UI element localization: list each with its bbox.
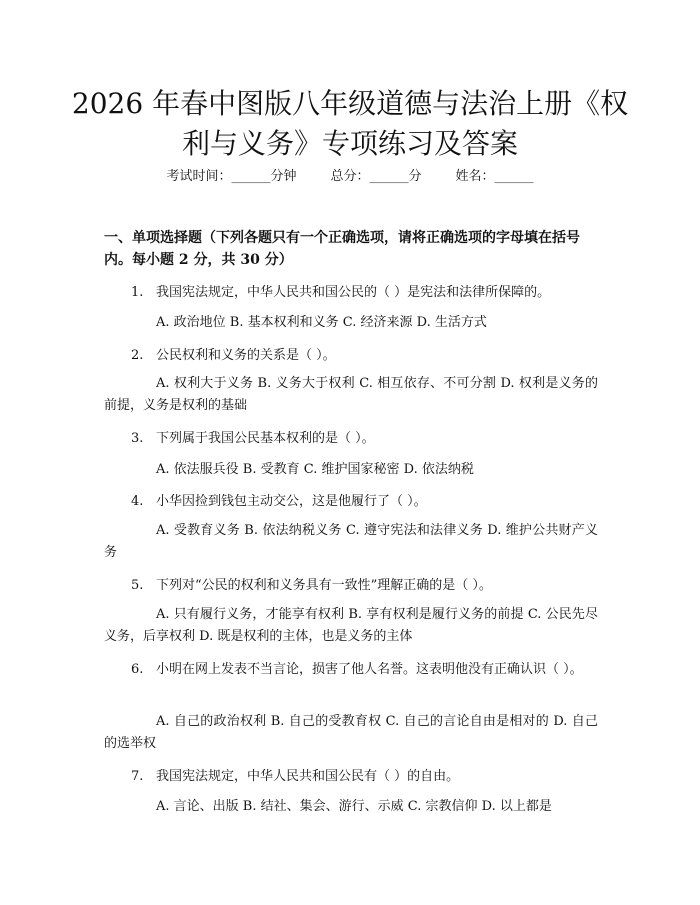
exam-meta (0, 168, 700, 186)
question-stem: 我国宪法规定，中华人民共和国公民有（ ）的自由。 (156, 769, 460, 784)
question-options: A. 自己的政治权利 B. 自己的受教育权 C. 自己的言论自由是相对的 D. 自己的选举权 (104, 714, 598, 751)
question-options: A. 只有履行义务，才能享有权利 B. 享有权利是履行义务的前提 C. 公民先尽义务，后享权利 D. 既是权利的主体，也是义务的主体 (104, 607, 598, 644)
question-number: 7. (131, 769, 144, 784)
question-number: 1. (131, 285, 144, 300)
question-stem: 公民权利和义务的关系是（ ）。 (156, 348, 336, 363)
section-heading: 一、单项选择题（下列各题只有一个正确选项，请将正确选项的字母填在括号内。每小题 2 分，共 30 分） (104, 230, 580, 268)
question-options: A. 权利大于义务 B. 义务大于权利 C. 相互依存、不可分割 D. 权利是义务的前提，义务是权利的基础 (104, 376, 598, 413)
question-stem: 下列对“公民的权利和义务具有一致性”理解正确的是（ ）。 (156, 578, 492, 593)
question-stem: 下列属于我国公民基本权利的是（ ）。 (156, 431, 375, 446)
question-options: A. 受教育义务 B. 依法纳税义务 C. 遵守宪法和法律义务 D. 维护公共财产义务 (104, 523, 598, 560)
question-options: A. 政治地位 B. 基本权利和义务 C. 经济来源 D. 生活方式 (156, 315, 487, 330)
question-options: A. 言论、出版 B. 结社、集会、游行、示威 C. 宗教信仰 D. 以上都是 (156, 799, 552, 814)
exam-time-label: 考试时间：______分钟 (166, 169, 297, 184)
document-title: 2026 年春中图版八年级道德与法治上册《权利与义务》专项练习及答案 (71, 87, 629, 160)
question-number: 4. (131, 494, 144, 509)
question-options: A. 依法服兵役 B. 受教育 C. 维护国家秘密 D. 依法纳税 (156, 462, 474, 477)
question-stem: 我国宪法规定，中华人民共和国公民的（ ）是宪法和法律所保障的。 (156, 285, 551, 300)
question-stem: 小华因捡到钱包主动交公，这是他履行了（ ）。 (156, 494, 427, 509)
question-number: 2. (131, 348, 144, 363)
question-number: 5. (131, 578, 144, 593)
question-stem: 小明在网上发表不当言论，损害了他人名誉。这表明他没有正确认识（ ）。 (156, 662, 583, 677)
question-number: 6. (131, 662, 144, 677)
student-name-label: 姓名：______ (455, 169, 534, 184)
total-score-label: 总分：______分 (330, 169, 422, 184)
question-number: 3. (131, 431, 144, 446)
